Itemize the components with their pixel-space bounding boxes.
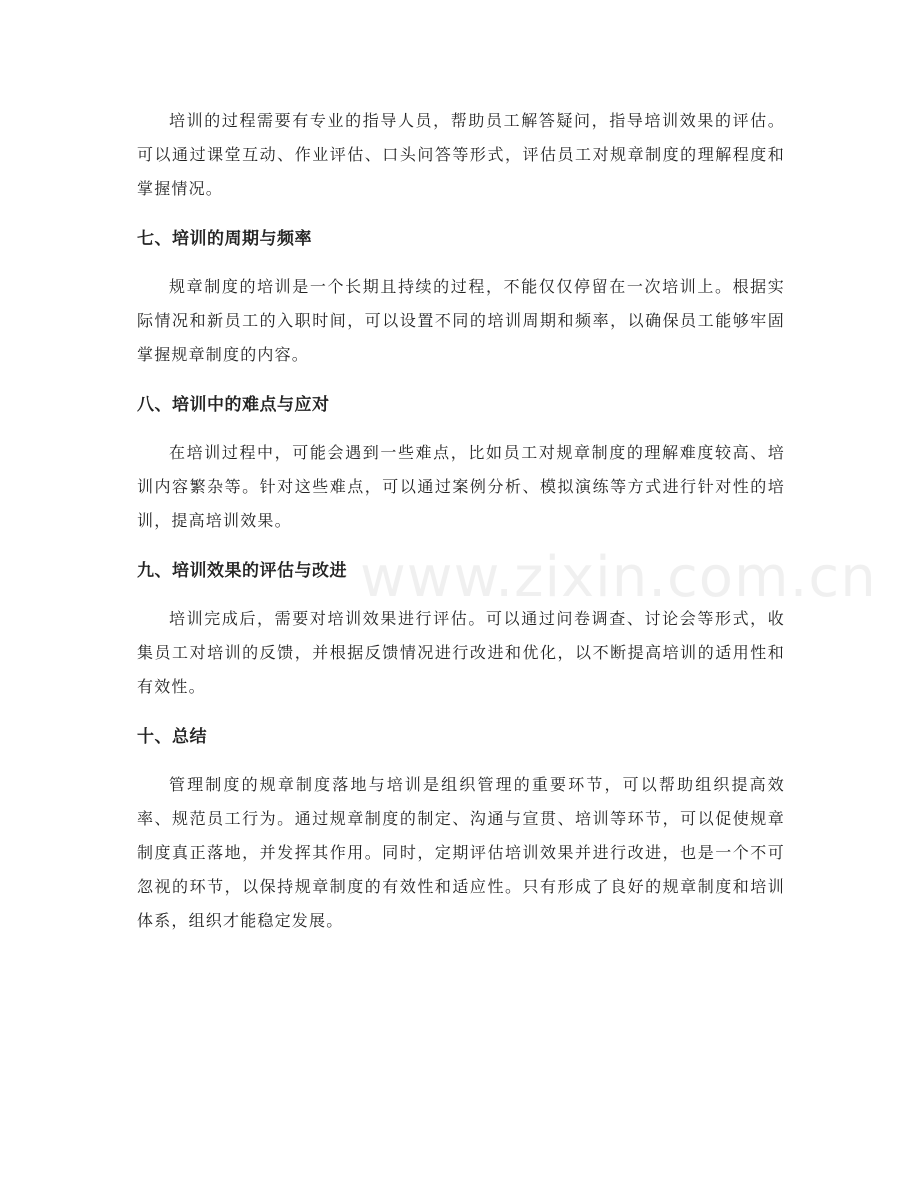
document-body (137, 104, 785, 938)
paragraph-trainer-guidance: 培训的过程需要有专业的指导人员，帮助员工解答疑问，指导培训效果的评估。可以通过课堂互动、作业评估、口头问答等形式，评估员工对规章制度的理解程度和掌握情况。 (137, 111, 785, 198)
paragraph-training-difficulties: 在培训过程中，可能会遇到一些难点，比如员工对规章制度的理解难度较高、培训内容繁杂等。针对这些难点，可以通过案例分析、模拟演练等方式进行针对性的培训，提高培训效果。 (137, 443, 785, 530)
heading-training-cycle: 七、培训的周期与频率 (137, 229, 312, 249)
watermark: www.zixin.com.cn (360, 545, 877, 610)
paragraph-summary: 管理制度的规章制度落地与培训是组织管理的重要环节，可以帮助组织提高效率、规范员工行为。通过规章制度的制定、沟通与宣贯、培训等环节，可以促使规章制度真正落地，并发挥其作用。同时，定期评估培训效果并进行改进，也是一个不可忽视的环节，以保持规章制度的有效性和适应性。只有形成了良好的规章制度和培训体系，组织才能稳定发展。 (137, 775, 785, 930)
heading-training-evaluation: 九、培训效果的评估与改进 (137, 561, 347, 581)
paragraph-training-cycle: 规章制度的培训是一个长期且持续的过程，不能仅仅停留在一次培训上。根据实际情况和新员工的入职时间，可以设置不同的培训周期和频率，以确保员工能够牢固掌握规章制度的内容。 (137, 277, 785, 364)
heading-training-difficulties: 八、培训中的难点与应对 (137, 395, 330, 415)
heading-summary: 十、总结 (137, 727, 207, 747)
paragraph-training-evaluation: 培训完成后，需要对培训效果进行评估。可以通过问卷调查、讨论会等形式，收集员工对培训的反馈，并根据反馈情况进行改进和优化，以不断提高培训的适用性和有效性。 (137, 609, 785, 696)
